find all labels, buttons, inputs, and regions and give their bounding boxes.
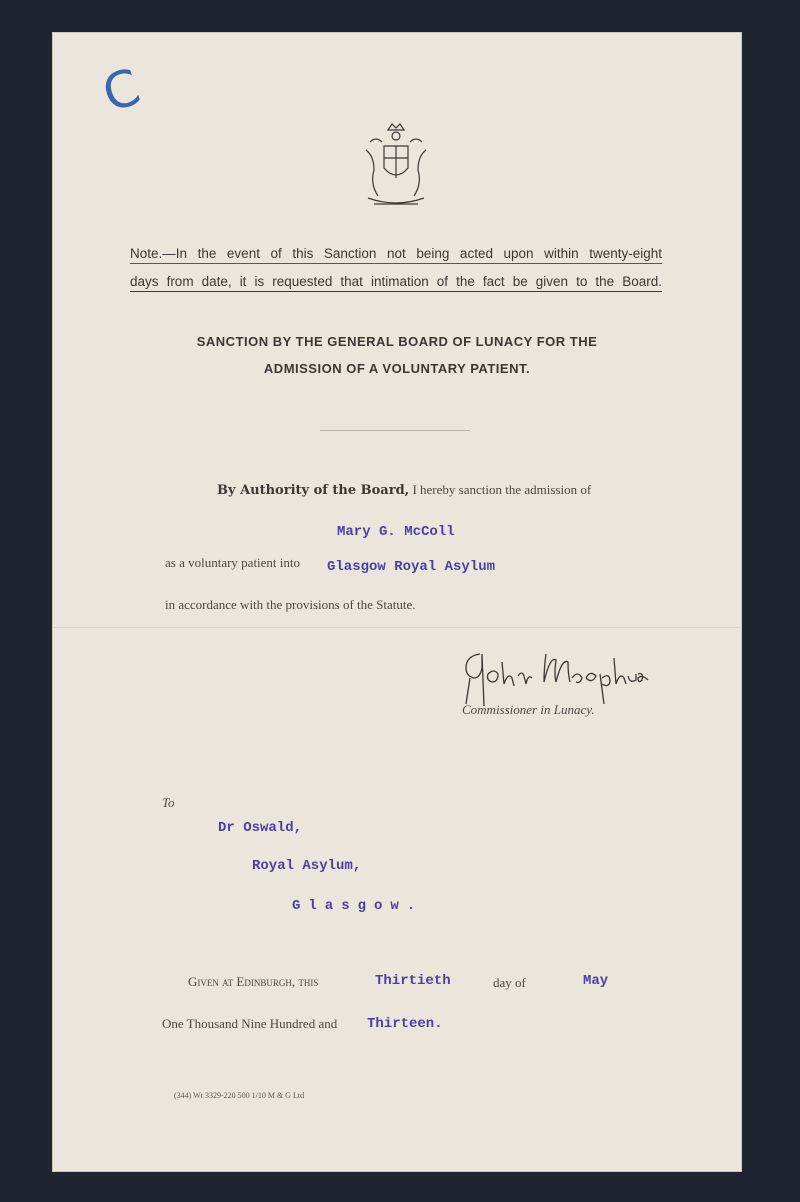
fold-line xyxy=(52,627,742,628)
authority-phrase: By Authority of the Board, xyxy=(217,483,410,498)
date-day: Thirtieth xyxy=(375,973,451,989)
date-year: Thirteen. xyxy=(367,1016,443,1032)
addressee-city: Glasgow. xyxy=(292,898,424,914)
to-label: To xyxy=(162,795,175,810)
note-line-2: days from date, it is requested that intimation of the fact be given to the Board. xyxy=(130,274,662,292)
document-title-line-2: ADMISSION OF A VOLUNTARY PATIENT. xyxy=(263,361,531,376)
addressee-institution: Royal Asylum, xyxy=(252,858,362,874)
printer-reference: (344) Wt 3329-220 500 1/10 M & G Ltd xyxy=(174,1091,305,1100)
day-of-label: day of xyxy=(493,975,526,990)
statute-clause: in accordance with the provisions of the Statute. xyxy=(165,597,416,612)
note-line-1: Note.—In the event of this Sanction not being acted upon within twenty-eight xyxy=(130,246,662,264)
addressee-name: Dr Oswald, xyxy=(218,820,303,836)
given-at-label: Given at Edinburgh, this xyxy=(188,974,319,989)
margin-mark: C xyxy=(95,57,147,124)
patient-name: Mary G. McColl xyxy=(337,524,455,540)
year-prefix: One Thousand Nine Hundred and xyxy=(162,1016,338,1031)
document-page xyxy=(52,32,742,1172)
divider xyxy=(320,430,470,431)
voluntary-label: as a voluntary patient into xyxy=(165,555,301,570)
institution-name: Glasgow Royal Asylum xyxy=(327,559,496,575)
date-month: May xyxy=(583,973,609,989)
authority-line xyxy=(217,482,591,498)
sanction-text: I hereby sanction the admission of xyxy=(412,482,592,497)
signatory-title: Commissioner in Lunacy. xyxy=(462,702,595,717)
document-title-line-1: SANCTION BY THE GENERAL BOARD OF LUNACY FOR THE xyxy=(196,334,598,349)
royal-coat-of-arms-icon xyxy=(356,120,436,210)
